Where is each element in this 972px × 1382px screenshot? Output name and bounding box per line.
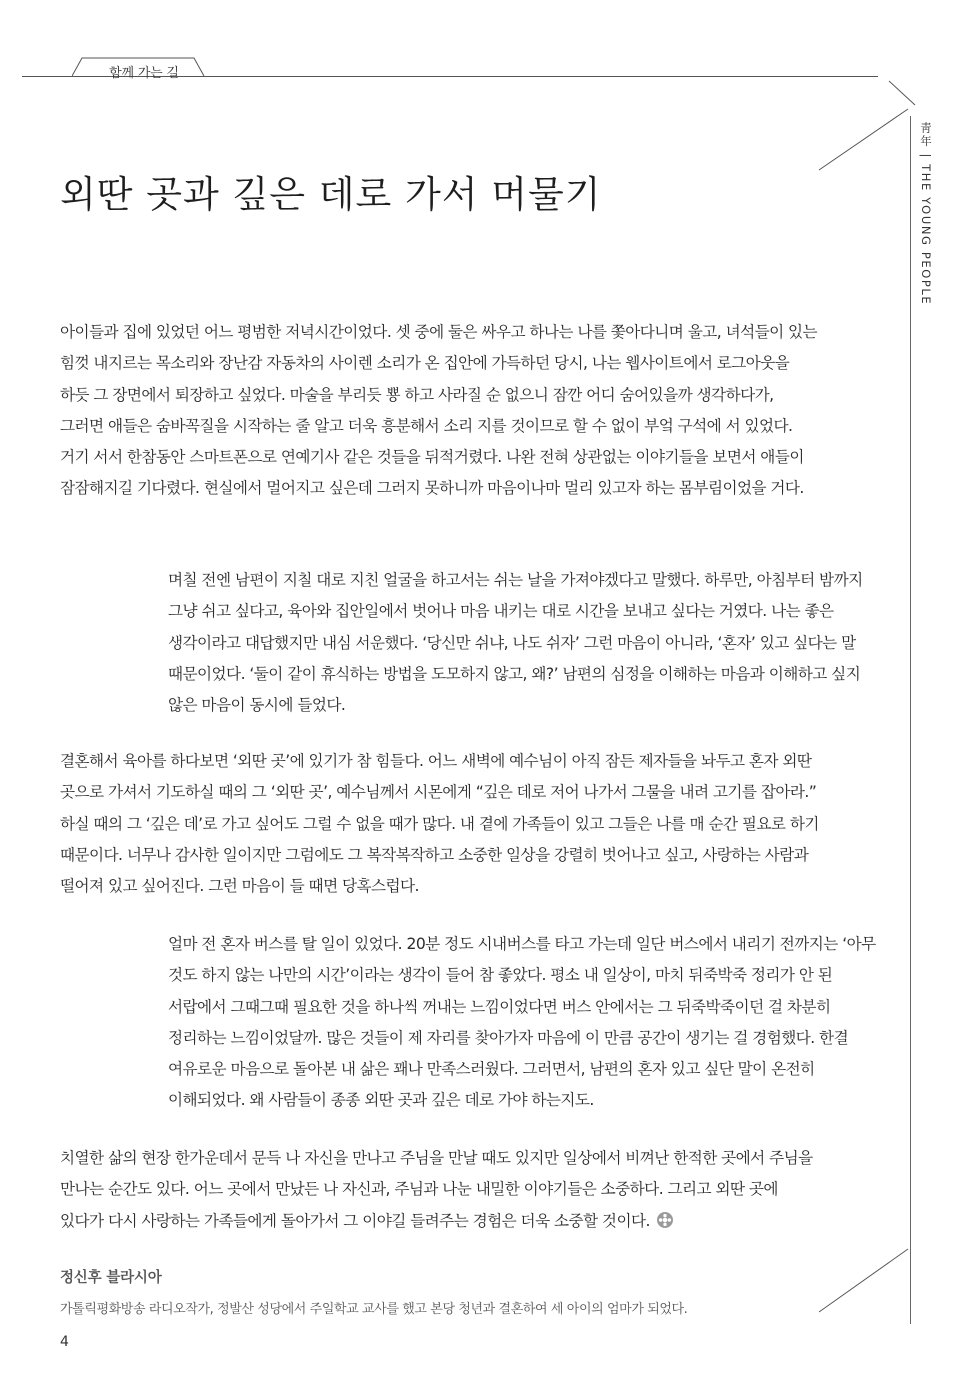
paragraph-2-indented: 며칠 전엔 남편이 지칠 대로 지친 얼굴을 하고서는 쉬는 날을 가져야겠다고 말했다. 하루만, 아침부터 밤까지 그냥 쉬고 싶다고, 육아와 집안일에서 벗어나 마음 내키는 대로 시간을 보내고 싶다는 거였다. 나는 좋은 생각이라고 대답했지만 내심 서운했다. ‘당신만 쉬냐, 나도 쉬자’ 그런 마음이 아니라, ‘혼자’ 있고 싶다는 말 때문이었다. ‘둘이 같이 휴식하는 방법을 도모하지 않고, 왜?’ 남편의 심정을 이해하는 마음과 이해하고 싶지 않은 마음이 동시에 들었다. [168,571,863,715]
paragraph-4-indented: 얼마 전 혼자 버스를 탈 일이 있었다. 20분 정도 시내버스를 타고 가는데 일단 버스에서 내리기 전까지는 ‘아무 것도 하지 않는 나만의 시간’이라는 생각이 들어 참 좋았다. 평소 내 일상이, 마치 뒤죽박죽 정리가 안 된 서랍에서 그때그때 필요한 것을 하나씩 꺼내는 느낌이었다면 버스 안에서는 그 뒤죽박죽이던 걸 차분히 정리하는 느낌이었달까. 많은 것들이 제 자리를 찾아가자 마음에 이 만큼 공간이 생기는 걸 경험했다. 한결 여유로운 마음으로 돌아본 내 삶은 꽤나 만족스러웠다. 그러면서, 남편의 혼자 있고 싶단 말이 온전히 이해되었다. 왜 사람들이 종종 외딴 곳과 깊은 데로 가야 하는지도. [168,935,876,1110]
end-mark-icon [656,1211,674,1229]
paragraph-1: 아이들과 집에 있었던 어느 평범한 저녁시간이었다. 셋 중에 둘은 싸우고 하나는 나를 쫓아다니며 울고, 녀석들이 있는 힘껏 내지르는 목소리와 장난감 자동차의 사이렌 소리가 온 집안에 가득하던 당시, 나는 웹사이트에서 로그아웃을 하듯 그 장면에서 퇴장하고 싶었다. 마술을 부리듯 뿅 하고 사라질 순 없으니 잠깐 어디 숨어있을까 생각하다가, 그러면 애들은 숨바꼭질을 시작하는 줄 알고 더욱 흥분해서 소리 지를 것이므로 할 수 없이 부엌 구석에 서 있었다. 거기 서서 한참동안 스마트폰으로 연예기사 같은 것들을 뒤적거렸다. 나완 전혀 상관없는 이야기들을 보면서 애들이 잠잠해지길 기다렸다. 현실에서 멀어지고 싶은데 그러지 못하니까 마음이나마 멀리 있고자 하는 몸부림이었을 거다. [60,323,818,498]
paragraph-3: 결혼해서 육아를 하다보면 ‘외딴 곳’에 있기가 참 힘들다. 어느 새벽에 예수님이 아직 잠든 제자들을 놔두고 혼자 외딴 곳으로 가셔서 기도하실 때의 그 ‘외딴 곳’, 예수님께서 시몬에게 “깊은 데로 저어 나가서 그물을 내려 고기를 잡아라.” 하실 때의 그 ‘깊은 데’로 가고 싶어도 그럴 수 없을 때가 많다. 내 곁에 가족들이 있고 그들은 나를 매 순간 필요로 하기 때문이다. 너무나 감사한 일이지만 그럼에도 그 복작복작하고 소중한 일상을 강렬히 벗어나고 싶고, 사랑하는 사람과 떨어져 있고 싶어진다. 그런 마음이 들 때면 당혹스럽다. [60,752,819,896]
article-title: 외딴 곳과 깊은 데로 가서 머물기 [60,173,602,216]
side-section-label: 靑年 | THE YOUNG PEOPLE [919,122,933,306]
paragraph-5 [60,1143,820,1237]
author-name: 정신후 블라시아 [60,1270,162,1286]
section-tab-label: 함께 가는 길 [109,66,179,81]
side-vertical-rule [910,116,911,1324]
page-number: 4 [60,1334,69,1350]
decor-diagonal-upper [818,108,910,172]
author-bio: 가톨릭평화방송 라디오작가, 정발산 성당에서 주일학교 교사를 했고 본당 청년과 결혼하여 세 아이의 엄마가 되었다. [60,1302,688,1317]
decor-diagonal-lower [818,1248,910,1314]
paragraph-5-text: 치열한 삶의 현장 한가운데서 문득 나 자신을 만나고 주님을 만날 때도 있지만 일상에서 비껴난 한적한 곳에서 주님을 만나는 순간도 있다. 어느 곳에서 만났든 나 자신과, 주님과 나눈 내밀한 이야기들은 소중하다. 그리고 외딴 곳에 있다가 다시 사랑하는 가족들에게 돌아가서 그 이야길 들려주는 경험은 더욱 소중할 것이다. [60,1149,813,1230]
corner-diagonal-top [888,80,918,108]
